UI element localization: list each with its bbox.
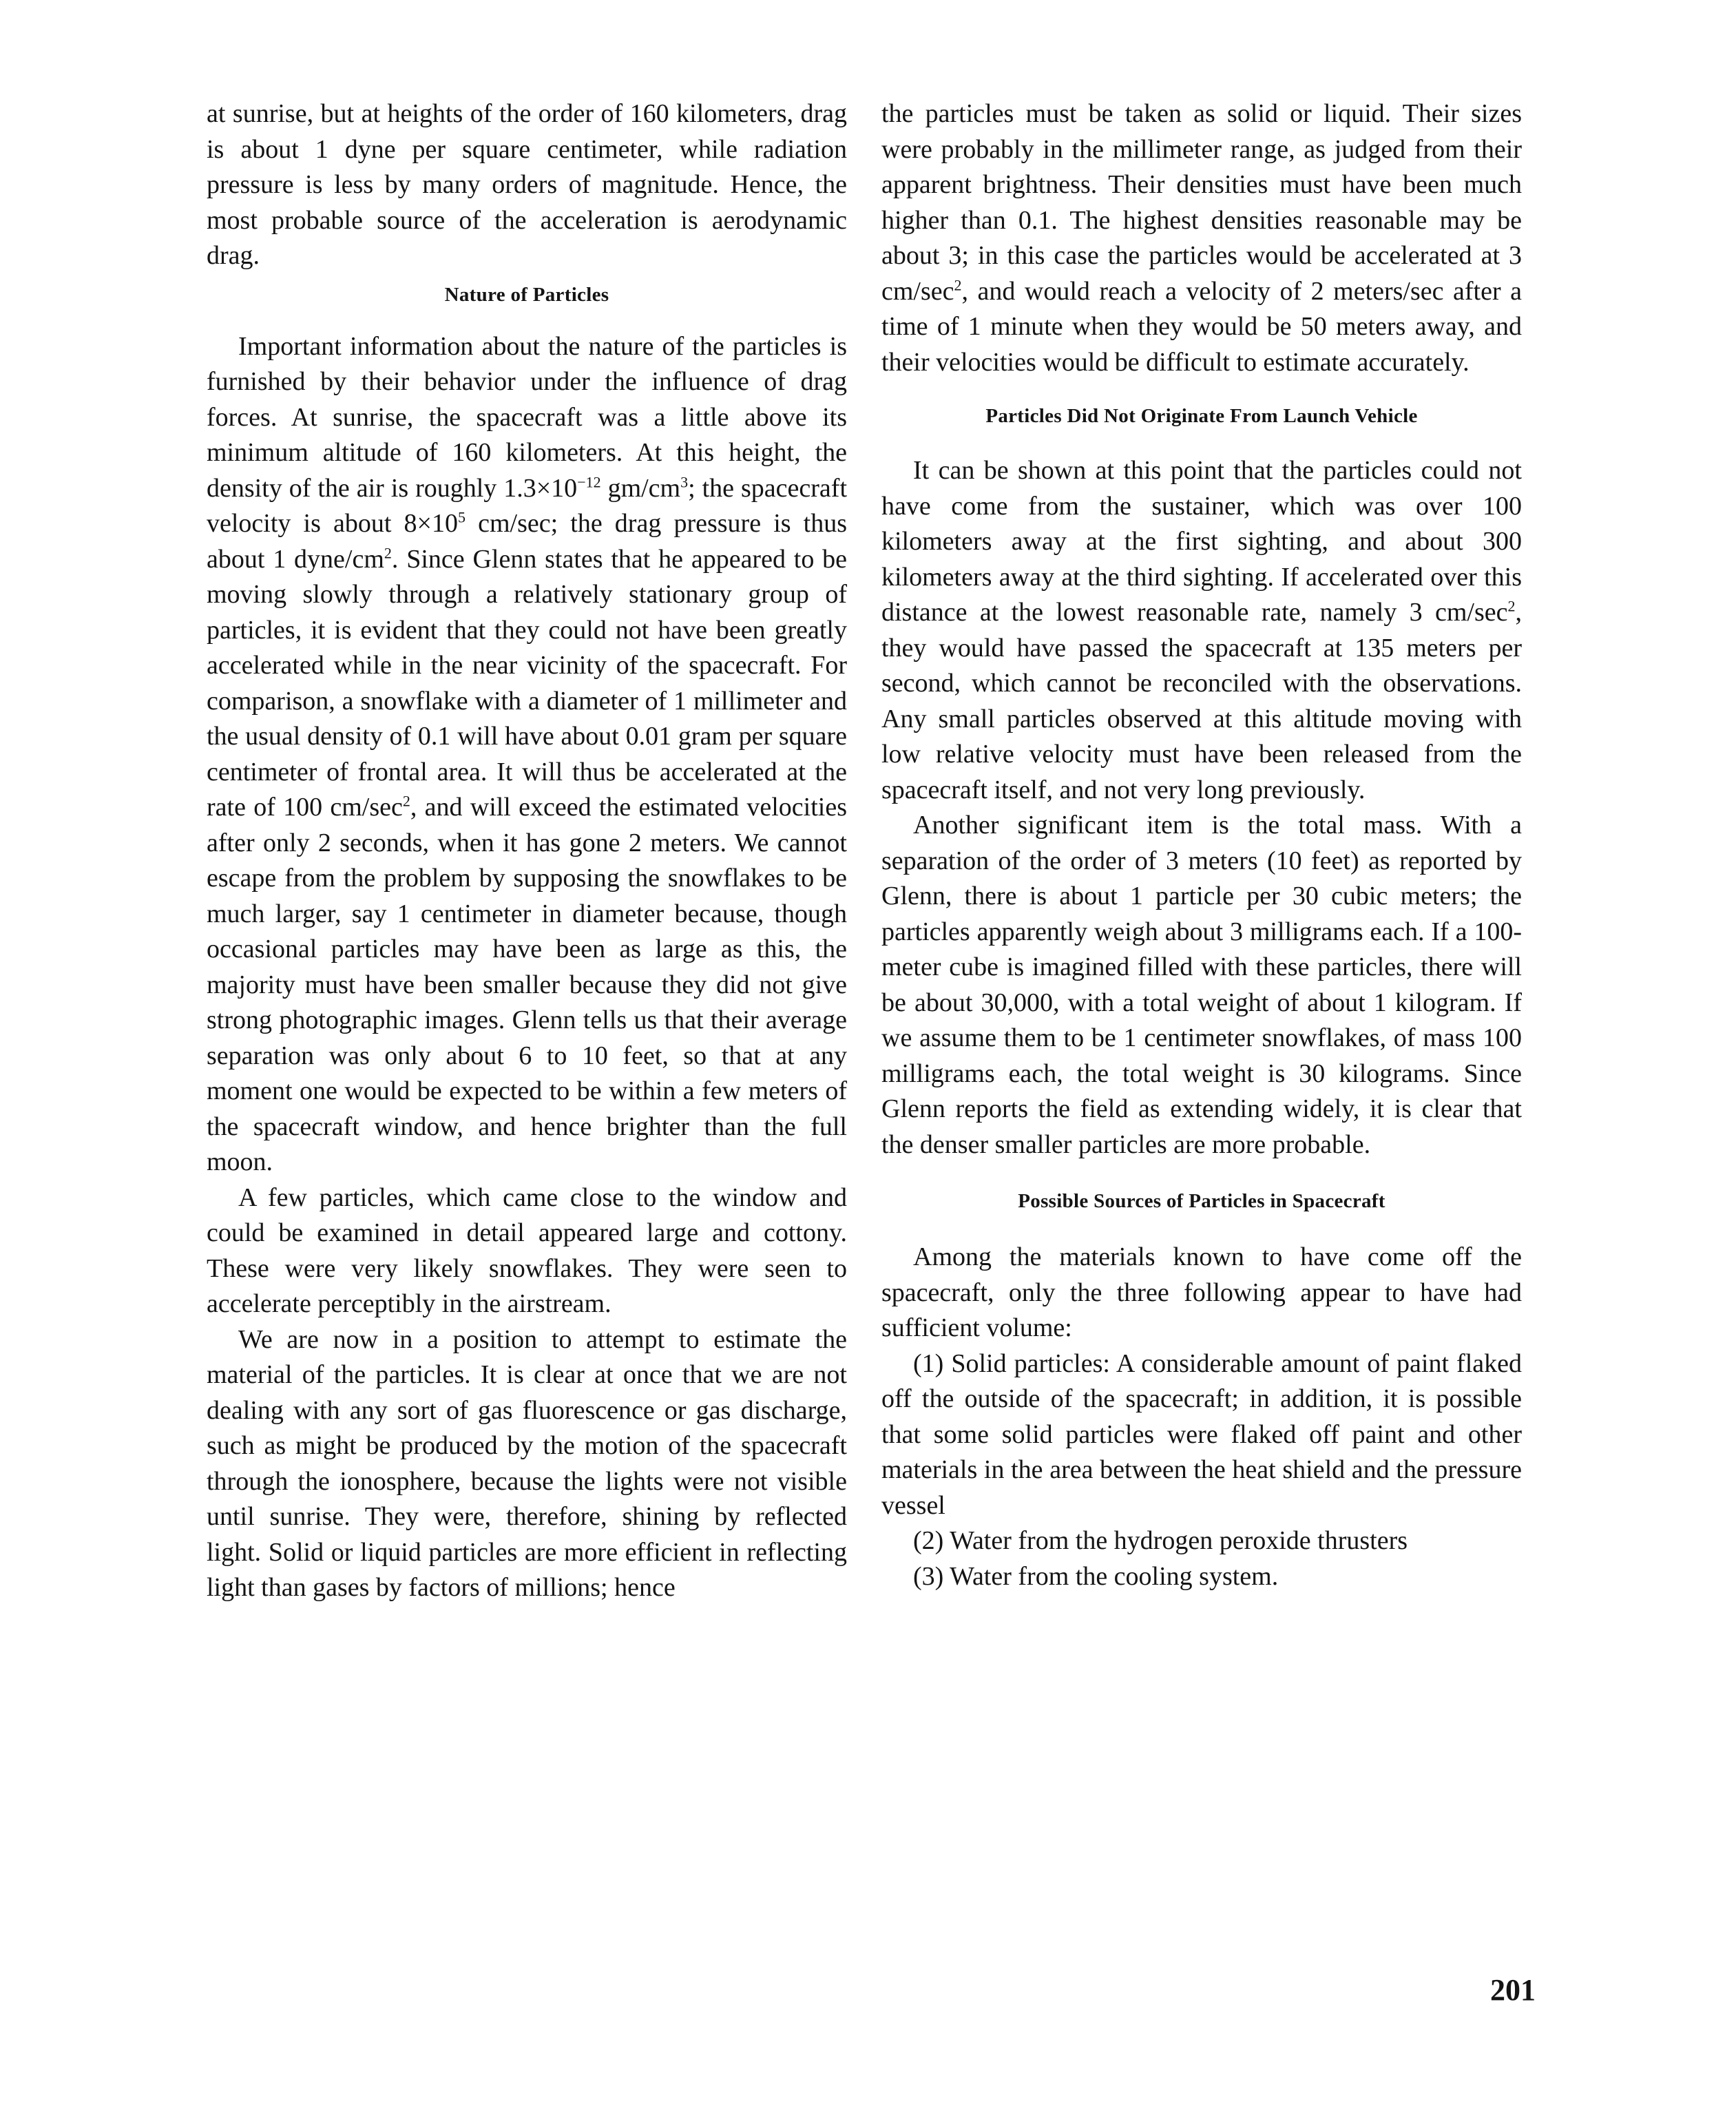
text-run: . Since Glenn states that he appeared to be moving slowly through a relatively stationary group of particles, it is evident that they could not have been greatly accelerated while in the near vicinity of the spacecraft. For comparison, a snowflake with a diameter of 1 millimeter and the usual density of 0.1 will have about 0.01 gram per square centimeter of frontal area. It will thus be accelerated at the rate of 100 cm/sec: [207, 544, 847, 822]
superscript: 2: [402, 792, 410, 810]
paragraph: A few particles, which came close to the window and could be examined in detail appeared large and cottony. These were very likely snowflakes. They were seen to accelerate perceptibly in the airstream.: [207, 1182, 847, 1318]
text-run: gm/cm: [600, 473, 681, 503]
text-run: , and would reach a velocity of 2 meters/sec after a time of 1 minute when they would be 50 meters away, and their velocities would be difficult to estimate accurately.: [881, 276, 1522, 377]
superscript: 2: [1507, 597, 1516, 615]
page-number: 201: [1490, 1973, 1536, 2007]
text-run: cm/sec; the drag pressure is thus about 1 dyne/cm: [207, 509, 847, 574]
section-heading-launch-vehicle: Particles Did Not Originate From Launch Vehicle: [985, 405, 1418, 427]
superscript: 3: [680, 472, 689, 490]
paragraph: Among the materials known to have come off the spacecraft, only the three following appear to have had sufficient volume:: [881, 1242, 1522, 1342]
text-run: , they would have passed the spacecraft at 135 meters per second, which cannot be reconciled with the observations. Any small particles observed at this altitude moving with low relative velocity must have been released from the spacecraft itself, and not very long previously.: [881, 598, 1522, 804]
text-run: Important information about the nature of the particles is furnished by their behavior under the influence of drag forces. At sunrise, the spacecraft was a little above its minimum altitude of 160 kilometers. At this height, the density of the air is roughly 1.3×10: [207, 331, 847, 503]
paragraph: Another significant item is the total mass. With a separation of the order of 3 meters (10 feet) as reported by Glenn, there is about 1 particle per 30 cubic meters; the particles apparently weigh about 3 milligrams each. If a 100-meter cube is imagined filled with these particles, there will be about 30,000, with a total weight of about 1 kilogram. If we assume them to be 1 centimeter snowflakes, of mass 100 milligrams each, the total weight is 30 kilograms. Since Glenn reports the field as extending widely, it is clear that the denser smaller particles are more probable.: [881, 811, 1522, 1159]
superscript: 2: [954, 275, 962, 293]
paragraph: at sunrise, but at heights of the order of 160 kilometers, drag is about 1 dyne per square centimeter, while radiation pressure is less by many orders of magnitude. Hence, the most probable source of the acceleration is aerodynamic drag.: [207, 99, 847, 270]
list-item: (3) Water from the cooling system.: [913, 1561, 1279, 1591]
right-column: [881, 96, 1522, 1594]
list-item: (1) Solid particles: A considerable amount of paint flaked off the outside of the spacecraft; in addition, it is possible that some solid particles were flaked off paint and other materials in the area between the heat shield and the pressure vessel: [881, 1348, 1522, 1520]
paragraph: [881, 96, 1522, 380]
list-item: (2) Water from the hydrogen peroxide thrusters: [913, 1526, 1408, 1555]
text-run: It can be shown at this point that the particles could not have come from the sustainer, which was over 100 kilometers away at the first sighting, and about 300 kilometers away at the third sighting. If accelerated over this distance at the lowest reasonable rate, namely 3 cm/sec: [881, 456, 1522, 627]
text-run: , and will exceed the estimated velocities after only 2 seconds, when it has gone 2 meters. We cannot escape from the problem by supposing the snowflakes to be much larger, say 1 centimeter in diameter because, though occasional particles may have been as large as this, the majority must have been smaller because they did not give strong photographic images. Glenn tells us that their average separation was only about 6 to 10 feet, so that at any moment one would be expected to be within a few meters of the spacecraft window, and hence brighter than the full moon.: [207, 793, 848, 1176]
left-column: [207, 96, 847, 1606]
section-heading-nature-of-particles: Nature of Particles: [444, 283, 609, 306]
paragraph: [881, 453, 1522, 808]
superscript: 5: [457, 508, 466, 526]
paragraph: We are now in a position to attempt to estimate the material of the particles. It is clear at once that we are not dealing with any sort of gas fluorescence or gas discharge, such as might be produced by the motion of the spacecraft through the ionosphere, because the lights were not visible until sunrise. They were, therefore, shining by reflected light. Solid or liquid particles are more efficient in reflecting light than gases by factors of millions; hence: [207, 1324, 847, 1602]
text-run: ; the spacecraft velocity is about 8×10: [207, 473, 847, 538]
paragraph: [207, 329, 847, 1180]
section-heading-possible-sources: Possible Sources of Particles in Spacecraft: [1018, 1190, 1385, 1212]
superscript: −12: [577, 472, 601, 490]
text-run: the particles must be taken as solid or liquid. Their sizes were probably in the millimeter range, as judged from their apparent brightness. Their densities must have been much higher than 0.1. The highest densities reasonable may be about 3; in this case the particles would be accelerated at 3 cm/sec: [881, 99, 1522, 306]
superscript: 2: [384, 543, 392, 561]
